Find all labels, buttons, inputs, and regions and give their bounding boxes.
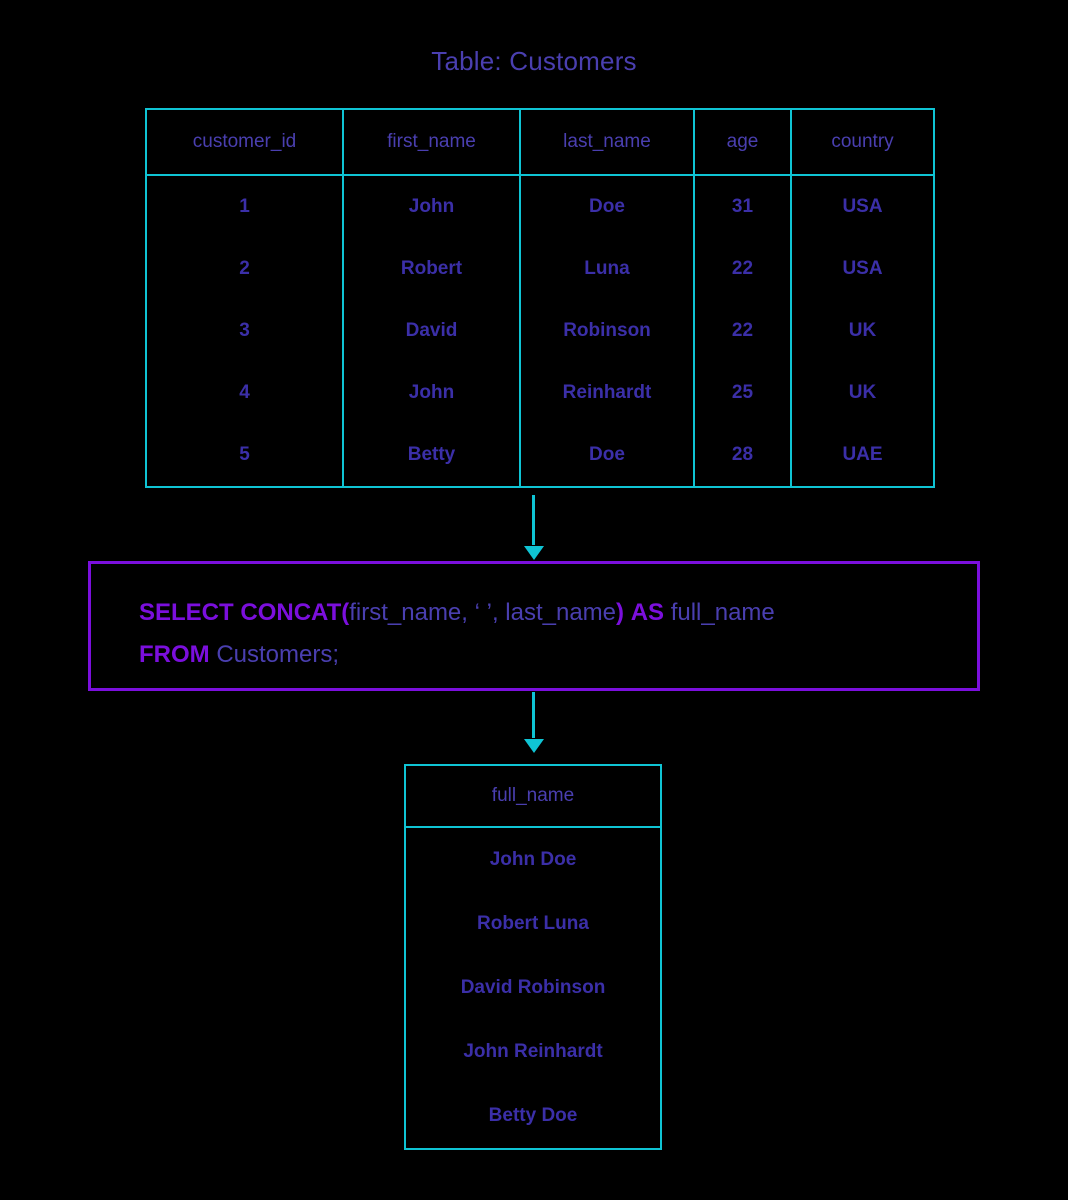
cell-customer-id: 2 <box>146 238 343 300</box>
table-row <box>146 238 934 300</box>
cell-country: UK <box>791 362 934 424</box>
keyword-select: SELECT <box>139 599 234 626</box>
arrow-down-icon-to-result <box>532 692 535 738</box>
keyword-from: FROM <box>139 641 210 668</box>
result-table <box>404 764 662 1150</box>
cell-first-name: David <box>343 300 520 362</box>
table-header-row <box>146 109 934 175</box>
page-title: Table: Customers <box>431 46 637 76</box>
result-row <box>405 827 661 892</box>
cell-last-name: Doe <box>520 175 694 238</box>
cell-last-name: Reinhardt <box>520 362 694 424</box>
customers-table <box>145 108 935 488</box>
column-header-customer-id: customer_id <box>146 109 343 175</box>
result-row <box>405 956 661 1020</box>
column-header-first-name: first_name <box>343 109 520 175</box>
column-header-age: age <box>694 109 791 175</box>
cell-customer-id: 1 <box>146 175 343 238</box>
column-header-full-name: full_name <box>405 765 661 827</box>
result-header-row <box>405 765 661 827</box>
cell-first-name: Betty <box>343 424 520 487</box>
cell-full-name: Betty Doe <box>405 1084 661 1149</box>
table-row <box>146 424 934 487</box>
cell-country: USA <box>791 175 934 238</box>
function-concat: CONCAT( <box>240 599 350 626</box>
alias-full-name: full_name <box>670 599 775 626</box>
query-line-2 <box>139 634 929 676</box>
cell-last-name: Robinson <box>520 300 694 362</box>
paren-close: ) <box>616 599 625 626</box>
column-header-last-name: last_name <box>520 109 694 175</box>
column-header-country: country <box>791 109 934 175</box>
concat-arguments: first_name, ‘ ’, last_name <box>349 599 617 626</box>
cell-age: 22 <box>694 238 791 300</box>
cell-age: 25 <box>694 362 791 424</box>
table-row <box>146 300 934 362</box>
result-row <box>405 892 661 956</box>
table-row <box>146 362 934 424</box>
cell-country: USA <box>791 238 934 300</box>
result-row <box>405 1020 661 1084</box>
result-row <box>405 1084 661 1149</box>
keyword-as: AS <box>630 599 665 626</box>
arrow-down-icon-to-query <box>532 495 535 545</box>
query-line-1 <box>139 592 929 634</box>
cell-full-name: John Reinhardt <box>405 1020 661 1084</box>
table-row <box>146 175 934 238</box>
cell-first-name: John <box>343 362 520 424</box>
cell-first-name: Robert <box>343 238 520 300</box>
cell-full-name: Robert Luna <box>405 892 661 956</box>
cell-full-name: John Doe <box>405 827 661 892</box>
cell-age: 28 <box>694 424 791 487</box>
cell-last-name: Luna <box>520 238 694 300</box>
cell-age: 22 <box>694 300 791 362</box>
table-name-customers: Customers; <box>216 641 340 668</box>
cell-first-name: John <box>343 175 520 238</box>
cell-customer-id: 4 <box>146 362 343 424</box>
cell-country: UAE <box>791 424 934 487</box>
cell-last-name: Doe <box>520 424 694 487</box>
sql-query-box <box>88 561 980 691</box>
cell-customer-id: 5 <box>146 424 343 487</box>
cell-country: UK <box>791 300 934 362</box>
cell-full-name: David Robinson <box>405 956 661 1020</box>
cell-customer-id: 3 <box>146 300 343 362</box>
cell-age: 31 <box>694 175 791 238</box>
